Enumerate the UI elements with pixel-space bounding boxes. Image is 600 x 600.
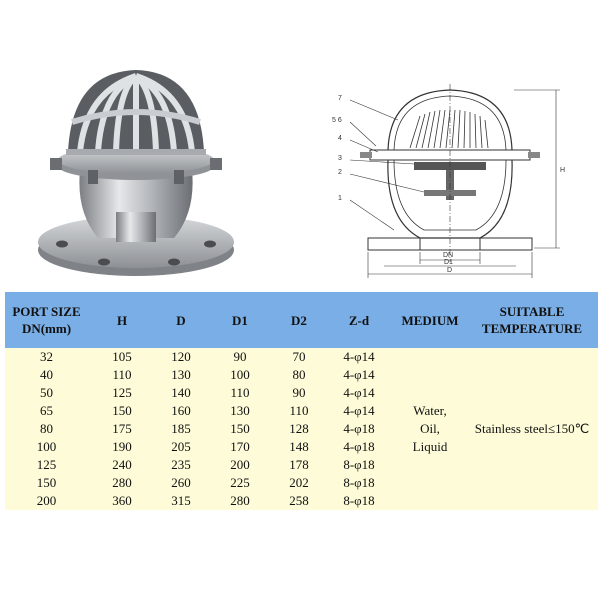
cell-dn: 40 <box>5 366 88 384</box>
part-4-label: 4 <box>338 135 342 142</box>
cell-h: 150 <box>88 402 156 420</box>
cell-d: 120 <box>156 348 206 366</box>
cell-h: 240 <box>88 456 156 474</box>
cell-d2: 70 <box>274 348 324 366</box>
cell-h: 175 <box>88 420 156 438</box>
cell-d1: 130 <box>206 402 274 420</box>
spec-table-header <box>5 292 598 348</box>
cell-h: 280 <box>88 474 156 492</box>
cell-d1: 90 <box>206 348 274 366</box>
cell-dn: 32 <box>5 348 88 366</box>
cell-d: 140 <box>156 384 206 402</box>
cell-d: 235 <box>156 456 206 474</box>
header-zd: Z-d <box>324 292 394 348</box>
cell-h: 110 <box>88 366 156 384</box>
cell-d2: 178 <box>274 456 324 474</box>
header-d: D <box>156 292 206 348</box>
cell-zd: 4-φ14 <box>324 384 394 402</box>
cell-h: 105 <box>88 348 156 366</box>
cell-h: 360 <box>88 492 156 510</box>
cell-d2: 110 <box>274 402 324 420</box>
header-temperature: SUITABLE TEMPERATURE <box>466 292 598 348</box>
cell-dn: 125 <box>5 456 88 474</box>
cell-dn: 100 <box>5 438 88 456</box>
cell-zd: 4-φ18 <box>324 438 394 456</box>
cell-d1: 170 <box>206 438 274 456</box>
header-port-size: PORT SIZE DN(mm) <box>5 292 88 348</box>
cell-d: 160 <box>156 402 206 420</box>
cell-dn: 65 <box>5 402 88 420</box>
cell-zd: 4-φ14 <box>324 366 394 384</box>
cell-h: 125 <box>88 384 156 402</box>
cell-dn: 200 <box>5 492 88 510</box>
cell-zd: 4-φ14 <box>324 348 394 366</box>
cell-d2: 90 <box>274 384 324 402</box>
part-2-label: 2 <box>338 169 342 176</box>
header-d2: D2 <box>274 292 324 348</box>
part-5-6-label: 5 6 <box>332 117 342 124</box>
cell-d2: 128 <box>274 420 324 438</box>
cell-zd: 4-φ14 <box>324 402 394 420</box>
dim-d-label: D <box>447 267 453 274</box>
cell-d: 130 <box>156 366 206 384</box>
cell-d1: 225 <box>206 474 274 492</box>
cell-d2: 80 <box>274 366 324 384</box>
cell-d1: 280 <box>206 492 274 510</box>
cell-d2: 148 <box>274 438 324 456</box>
spec-table-body <box>5 348 598 510</box>
dim-dn-label: DN <box>443 252 454 259</box>
cell-h: 190 <box>88 438 156 456</box>
cell-dn: 50 <box>5 384 88 402</box>
cell-d2: 202 <box>274 474 324 492</box>
cell-medium: Water, Oil, Liquid <box>394 348 466 510</box>
cell-d1: 200 <box>206 456 274 474</box>
header-h: H <box>88 292 156 348</box>
cell-temperature: Stainless steel≤150℃ <box>466 348 598 510</box>
part-3-label: 3 <box>338 155 342 162</box>
cell-zd: 8-φ18 <box>324 474 394 492</box>
header-medium: MEDIUM <box>394 292 466 348</box>
cell-d: 185 <box>156 420 206 438</box>
header-d1: D1 <box>206 292 274 348</box>
foot-valve-photo <box>28 62 250 284</box>
cell-dn: 150 <box>5 474 88 492</box>
dim-h-label: H <box>560 167 566 174</box>
cell-d: 260 <box>156 474 206 492</box>
cell-zd: 8-φ18 <box>324 456 394 474</box>
cell-zd: 4-φ18 <box>324 420 394 438</box>
valve-cross-section-drawing <box>328 80 576 280</box>
cell-d: 315 <box>156 492 206 510</box>
spec-table <box>5 292 598 510</box>
cell-d1: 100 <box>206 366 274 384</box>
part-1-label: 1 <box>338 195 342 202</box>
cell-d: 205 <box>156 438 206 456</box>
cell-d1: 110 <box>206 384 274 402</box>
cell-zd: 8-φ18 <box>324 492 394 510</box>
cell-dn: 80 <box>5 420 88 438</box>
part-7-label: 7 <box>338 95 342 102</box>
cell-d2: 258 <box>274 492 324 510</box>
table-row <box>5 348 598 366</box>
cell-d1: 150 <box>206 420 274 438</box>
dim-d1-label: D1 <box>444 259 453 266</box>
